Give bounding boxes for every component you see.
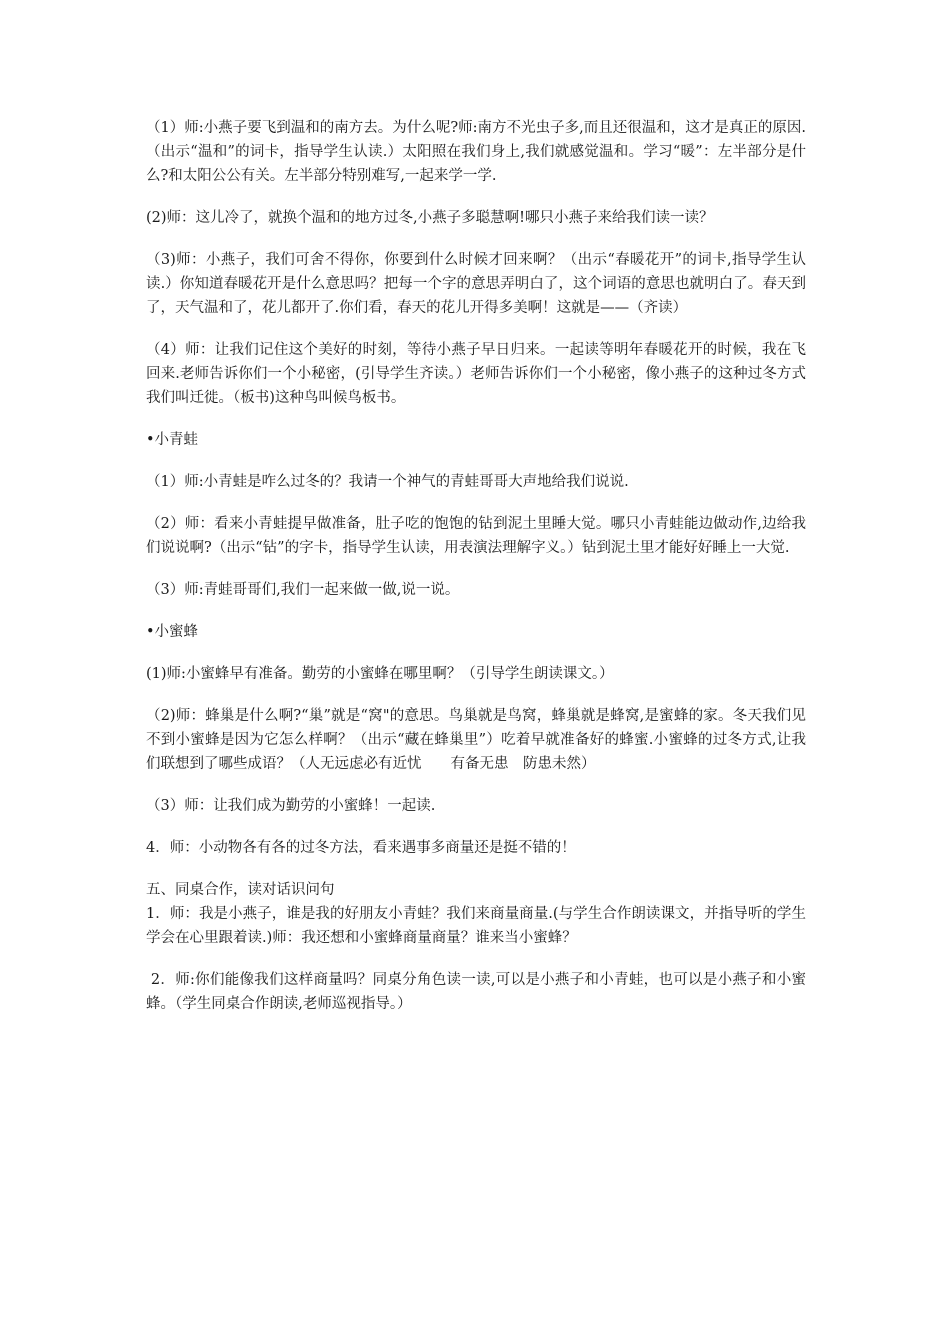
paragraph-swallow-2: (2)师：这儿冷了，就换个温和的地方过冬,小燕子多聪慧啊!哪只小燕子来给我们读一读？ [146,210,714,226]
paragraph-swallow-4: （4）师：让我们记住这个美好的时刻，等待小燕子早日归来。一起读等明年春暖花开的时候，我在飞回来.老师告诉你们一个小秘密，(引导学生齐读。）老师告诉你们一个小秘密，像小燕子的这种过冬方式我们叫迁徙。（板书)这种鸟叫候鸟板书。 [146,342,806,406]
paragraph-bee-3: （3）师：让我们成为勤劳的小蜜蜂！一起读. [146,798,436,814]
section-heading-partner-reading: 五、同桌合作，读对话识问句 [146,882,335,898]
document-page [146,116,806,1016]
section-heading-frog: •小青蛙 [146,432,199,448]
section-heading-bee: •小蜜蜂 [146,624,199,640]
paragraph-frog-3: （3）师:青蛙哥哥们,我们一起来做一做,说一说。 [146,582,460,598]
paragraph-swallow-1: （1）师:小燕子要飞到温和的南方去。为什么呢?师:南方不光虫子多,而且还很温和，这才是真正的原因.（出示“温和”的词卡，指导学生认读.）太阳照在我们身上,我们就感觉温和。学习“暖”：左半部分是什么?和太阳公公有关。左半部分特别难写,一起来学一学. [146,120,806,184]
paragraph-swallow-3: （3)师：小燕子，我们可舍不得你，你要到什么时候才回来啊？（出示“春暖花开”的词卡,指导学生认读.）你知道春暖花开是什么意思吗？把每一个字的意思弄明白了，这个词语的意思也就明白了。春天到了，天气温和了，花儿都开了.你们看，春天的花儿开得多美啊！这就是——（齐读） [146,252,806,316]
paragraph-bee-1: (1)师:小蜜蜂早有准备。勤劳的小蜜蜂在哪里啊？（引导学生朗读课文。） [146,666,614,682]
paragraph-partner-2: 2．师:你们能像我们这样商量吗？同桌分角色读一读,可以是小燕子和小青蛙，也可以是小燕子和小蜜蜂。（学生同桌合作朗读,老师巡视指导。） [146,972,807,1012]
paragraph-summary: 4．师：小动物各有各的过冬方法，看来遇事多商量还是挺不错的！ [146,840,576,856]
paragraph-partner-1: 1．师：我是小燕子，谁是我的好朋友小青蛙？我们来商量商量.(与学生合作朗读课文，并指导听的学生学会在心里跟着读.)师：我还想和小蜜蜂商量商量？谁来当小蜜蜂？ [146,906,806,946]
paragraph-bee-2: （2)师：蜂巢是什么啊?“巢”就是“窝"的意思。鸟巢就是鸟窝，蜂巢就是蜂窝,是蜜蜂的家。冬天我们见不到小蜜蜂是因为它怎么样啊？（出示“藏在蜂巢里”）吃着早就准备好的蜂蜜.小蜜蜂的过冬方式,让我们联想到了哪些成语？（人无远虑必有近忧 有备无患 防患未然） [146,708,806,772]
paragraph-frog-2: （2）师：看来小青蛙提早做准备，肚子吃的饱饱的钻到泥土里睡大觉。哪只小青蛙能边做动作,边给我们说说啊?（出示“钻”的字卡，指导学生认读，用表演法理解字义。）钻到泥土里才能好好睡上一大觉. [146,516,806,556]
paragraph-frog-1: （1）师:小青蛙是咋么过冬的？我请一个神气的青蛙哥哥大声地给我们说说. [146,474,629,490]
